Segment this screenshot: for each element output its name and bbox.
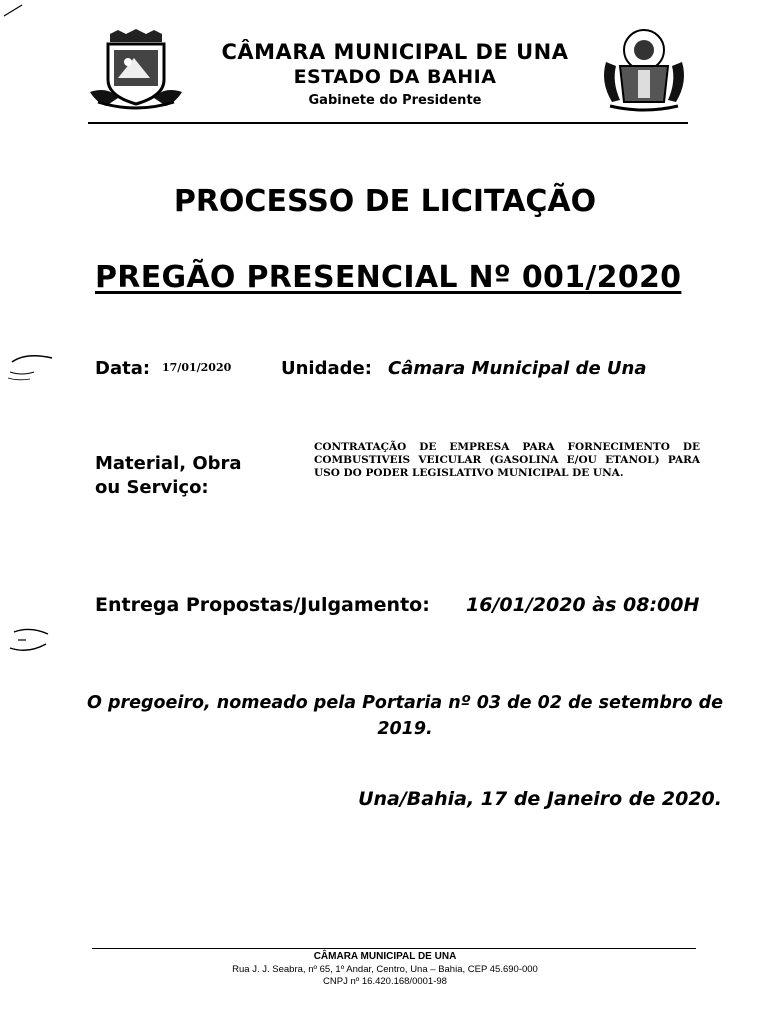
footer-name: CÂMARA MUNICIPAL DE UNA	[313, 951, 457, 962]
header-divider	[88, 122, 688, 124]
bahia-state-coat-of-arms-icon	[598, 22, 690, 114]
margin-scribble	[4, 352, 56, 382]
header-office: Gabinete do Presidente	[308, 93, 482, 108]
header-state: ESTADO DA BAHIA	[293, 66, 497, 88]
margin-scribble	[4, 622, 56, 662]
document-subtitle: PREGÃO PRESENCIAL Nº 001/2020	[95, 260, 682, 295]
unit-label: Unidade:	[281, 358, 372, 379]
material-label: Material, Obra ou Serviço:	[95, 453, 242, 498]
entrega-label: Entrega Propostas/Julgamento:	[95, 594, 430, 616]
date-value: 17/01/2020	[162, 361, 232, 374]
date-label: Data:	[95, 358, 151, 379]
pen-mark	[2, 2, 26, 20]
document-title: PROCESSO DE LICITAÇÃO	[173, 184, 597, 219]
pregoeiro-statement: O pregoeiro, nomeado pela Portaria nº 03 de 02 de setembro de 2019.	[86, 693, 724, 739]
municipal-coat-of-arms-icon	[88, 28, 184, 110]
footer-cnpj: CNPJ nº 16.420.168/0001-98	[323, 976, 447, 987]
place-date: Una/Bahia, 17 de Janeiro de 2020.	[358, 788, 722, 810]
entrega-value: 16/01/2020 às 08:00H	[466, 594, 700, 616]
footer-address: Rua J. J. Seabra, nº 65, 1º Andar, Centro, Una – Bahia, CEP 45.690-000	[232, 964, 538, 975]
footer-divider	[92, 948, 696, 949]
unit-value: Câmara Municipal de Una	[388, 358, 647, 379]
material-value: CONTRATAÇÃO DE EMPRESA PARA FORNECIMENTO DE COMBUSTIVEIS VEICULAR (GASOLINA E/OU ETANOL) PARA USO DO PODER LEGISLATIVO MUNICIPAL DE UNA.	[314, 441, 700, 479]
header-title: CÂMARA MUNICIPAL DE UNA	[221, 40, 569, 64]
